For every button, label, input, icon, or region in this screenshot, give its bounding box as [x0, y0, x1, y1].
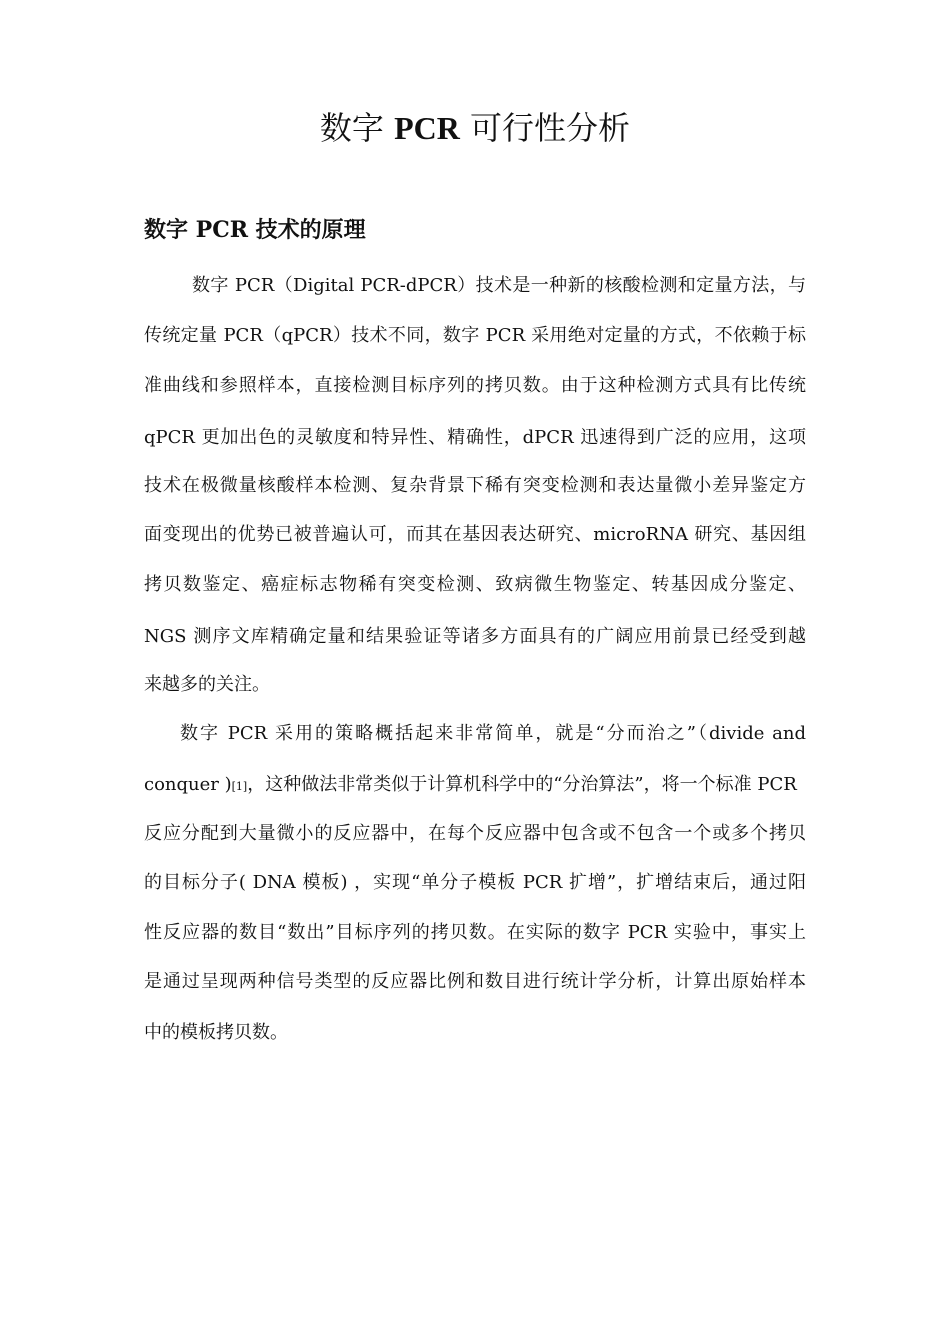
paragraph2-line: [144, 770, 806, 800]
paragraph2-line: 反应分配到大量微小的反应器中，在每个反应器中包含或不包含一个或多个拷贝: [144, 823, 806, 844]
paragraph2-line: 数字 PCR 采用的策略概括起来非常简单，就是“分而治之”（divide and: [180, 723, 806, 744]
title-prefix: 数字: [319, 109, 384, 147]
citation-reference: [1]: [231, 780, 248, 793]
paragraph1-line: 拷贝数鉴定、癌症标志物稀有突变检测、致病微生物鉴定、转基因成分鉴定、: [144, 574, 806, 595]
title-suffix: 可行性分析: [470, 109, 631, 147]
paragraph1-line: 技术在极微量核酸样本检测、复杂背景下稀有突变检测和表达量微小差异鉴定方: [144, 475, 806, 496]
paragraph1-line: 来越多的关注。: [144, 674, 270, 695]
paragraph1-line: qPCR 更加出色的灵敏度和特异性、精确性，dPCR 迅速得到广泛的应用，这项: [144, 427, 806, 448]
paragraph2-line: 中的模板拷贝数。: [144, 1022, 288, 1043]
section-heading: 数字 PCR 技术的原理: [144, 217, 366, 243]
title-bold: PCR: [394, 110, 460, 146]
paragraph1-line: 传统定量 PCR（qPCR）技术不同，数字 PCR 采用绝对定量的方式，不依赖于标: [144, 325, 806, 346]
paragraph1-line: 准曲线和参照样本，直接检测目标序列的拷贝数。由于这种检测方式具有比传统: [144, 375, 806, 396]
document-title: [0, 104, 950, 152]
paragraph1-line: NGS 测序文库精确定量和结果验证等诸多方面具有的广阔应用前景已经受到越: [144, 626, 806, 647]
paragraph2-line: 的目标分子( DNA 模板) ，实现“单分子模板 PCR 扩增”，扩增结束后，通过阳: [144, 872, 806, 893]
paragraph2-line-start: conquer ): [144, 774, 232, 795]
paragraph2-line: 性反应器的数目“数出”目标序列的拷贝数。在实际的数字 PCR 实验中，事实上: [144, 922, 806, 943]
paragraph1-line: 面变现出的优势已被普遍认可，而其在基因表达研究、microRNA 研究、基因组: [144, 524, 806, 545]
paragraph2-line-end: ，这种做法非常类似于计算机科学中的“分治算法”，将一个标准 PCR: [247, 774, 797, 795]
paragraph1-line: 数字 PCR（Digital PCR-dPCR）技术是一种新的核酸检测和定量方法，与: [192, 275, 806, 296]
paragraph2-line: 是通过呈现两种信号类型的反应器比例和数目进行统计学分析，计算出原始样本: [144, 971, 806, 992]
